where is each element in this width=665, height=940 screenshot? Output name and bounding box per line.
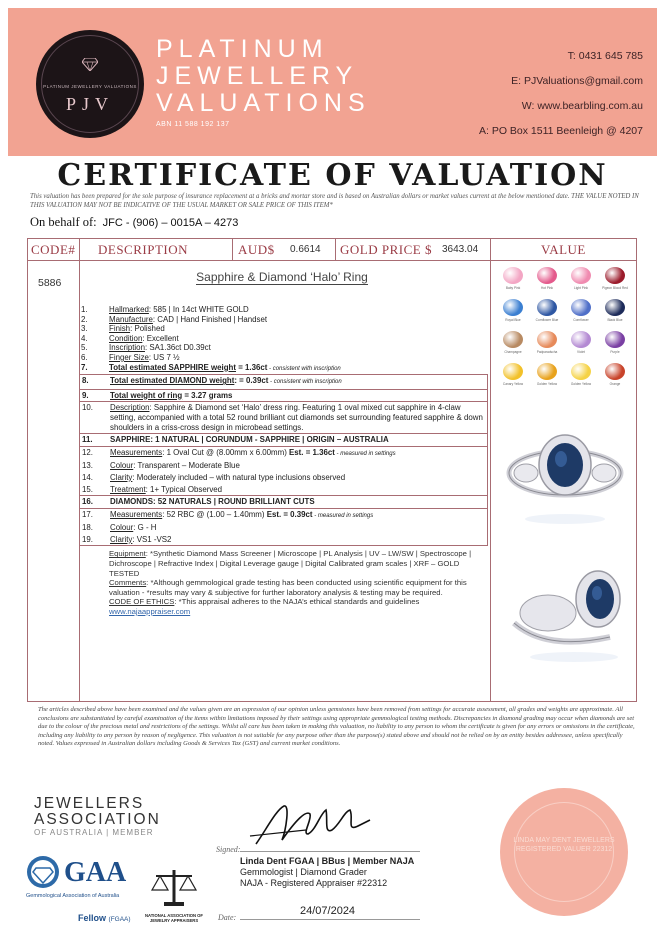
item-key: Inscription (109, 343, 145, 353)
gem-swatch-label: Baby Pink (505, 286, 521, 290)
certificate-title: CERTIFICATE OF VALUATION (57, 158, 608, 193)
item-number: 12. (82, 447, 93, 457)
item-value: = 1.36ct (236, 362, 268, 372)
equipment-text (81, 549, 488, 578)
header-description: DESCRIPTION (98, 242, 189, 257)
item-key: SAPPHIRE: 1 NATURAL | CORUNDUM - SAPPHIRE | ORIGIN – AUSTRALIA (110, 435, 389, 445)
item-estimate: Est. = 1.36ct (289, 447, 335, 457)
ja-subtitle: OF AUSTRALIA | MEMBER (34, 828, 154, 837)
brand-line: JEWELLERY (156, 62, 359, 90)
item-number: 1. (81, 305, 88, 314)
gem-swatch (503, 299, 523, 316)
item-value: : Polished (130, 324, 165, 334)
gem-swatch (605, 363, 625, 380)
gem-swatch (503, 363, 523, 380)
list-item (81, 334, 488, 344)
gem-swatch-label: Purple (610, 350, 620, 354)
fellow-subtitle: (FGAA) (108, 916, 131, 923)
list-item (81, 363, 488, 375)
item-value: : US 7 ½ (148, 352, 180, 362)
gem-swatch-label: Cornflower (573, 318, 589, 322)
header-code: CODE# (31, 242, 76, 257)
gem-swatch (503, 331, 523, 348)
signer-line: NAJA - Registered Appraiser #22312 (240, 878, 388, 888)
signature-line (240, 851, 420, 852)
item-key: Colour (110, 461, 134, 471)
list-item (79, 374, 488, 390)
item-note: - consistent with inscription (268, 379, 342, 386)
ring-title-text: Sapphire & Diamond ‘Halo’ Ring (196, 270, 368, 284)
list-item (79, 472, 488, 484)
ethics-value: : *This appraisal adheres to the NAJA’s ethical standards and guidelines (174, 597, 420, 607)
naja-link-row (81, 607, 488, 617)
gem-swatch (537, 267, 557, 284)
gem-swatch-label: Black Blue (607, 318, 623, 322)
signer-details (240, 856, 414, 889)
brand-name (156, 36, 371, 117)
abn-number: ABN 11 588 192 137 (156, 121, 230, 128)
header-banner (8, 8, 657, 156)
scales-icon (150, 866, 198, 908)
item-value: : Sapphire & Diamond set ‘Halo’ dress ring. Featuring 1 oval mixed cut sapphire in 4-claw setting, accompanied with a total 52 round brilliant cut diamonds set surrounding featured sapphire & down shoulders in a criss-cross design in microbead settings. (110, 403, 483, 432)
signed-label: Signed: (216, 845, 241, 854)
list-item (79, 534, 488, 547)
gem-swatch-label: Canary Yellow (502, 382, 524, 386)
date-line (240, 919, 420, 920)
ring-photo-side (506, 561, 628, 666)
ring-title (108, 270, 456, 284)
pjv-logo (36, 30, 144, 138)
signature-image (246, 800, 376, 850)
comments-text (81, 578, 488, 597)
item-list (81, 305, 488, 617)
item-value: : Excellent (142, 333, 179, 343)
item-estimate: Est. = 0.39ct (266, 509, 313, 519)
list-item (81, 353, 488, 363)
item-key: Measurements (110, 447, 163, 457)
gem-swatch-label: Cornflower Blue (535, 318, 559, 322)
gem-swatch (605, 331, 625, 348)
item-value: : SA1.36ct D0.39ct (144, 343, 211, 353)
item-number: 18. (82, 523, 93, 533)
ja-line: JEWELLERS (34, 795, 145, 812)
gem-swatch (537, 363, 557, 380)
item-value: : 585 | In 14ct WHITE GOLD (148, 305, 249, 314)
list-item (81, 305, 488, 315)
gem-swatch-label: Champagne (504, 350, 522, 354)
header-gold-value: 3643.04 (442, 244, 479, 255)
ethics-text (81, 597, 488, 607)
fellow-text: Fellow (78, 913, 107, 923)
date-value: 24/07/2024 (300, 905, 356, 917)
item-number: 10. (82, 403, 93, 413)
naja-logo (144, 866, 206, 923)
on-behalf-of (30, 215, 238, 230)
item-value: : Transparent – Moderate Blue (133, 461, 240, 471)
behalf-label: On behalf of: (30, 215, 97, 229)
item-key: Finish (109, 324, 131, 334)
item-key: Measurements (110, 509, 163, 519)
naja-text: NATIONAL ASSOCIATION OF JEWELRY APPRAISERS (144, 913, 203, 923)
gem-swatch (503, 267, 523, 284)
item-number: 15. (82, 484, 93, 494)
item-note: - consistent with inscription (267, 365, 341, 372)
list-item (79, 390, 488, 403)
item-key: Hallmarked (109, 305, 149, 314)
item-number: 4. (81, 333, 88, 343)
gem-swatch-label: Light Pink (574, 286, 588, 290)
contact-email[interactable]: E: PJValuations@gmail.com (511, 75, 643, 87)
behalf-value: JFC - (906) – 0015A – 4273 (102, 217, 239, 229)
date-label: Date: (218, 913, 237, 922)
valuation-table (27, 238, 637, 702)
gem-swatch (537, 331, 557, 348)
item-value: : Moderately included – with natural type inclusions observed (132, 472, 346, 482)
comments-value: : *Although gemmological grade testing has been conducted using scientific equipment for this valuation - *results may vary & subjective for further laboratory analysis & testing may be required. (109, 578, 467, 597)
fellow-label (78, 913, 131, 923)
contact-website[interactable]: W: www.bearbling.com.au (521, 100, 643, 112)
item-number: 17. (82, 509, 93, 519)
header-gold-label: GOLD PRICE $ (340, 242, 432, 257)
gem-swatch (571, 267, 591, 284)
item-value: : VS1 -VS2 (132, 534, 172, 544)
valuer-seal (500, 788, 628, 916)
item-number: 5. (81, 343, 88, 353)
brand-line: VALUATIONS (156, 89, 371, 117)
logo-monogram: PJV (65, 94, 114, 114)
item-value: = 3.27 grams (182, 390, 233, 400)
list-item (79, 434, 488, 447)
item-number: 14. (82, 472, 93, 482)
item-number: 3. (81, 324, 88, 334)
item-key: Clarity (110, 534, 133, 544)
gaa-text: GAA (64, 857, 127, 888)
list-item (79, 509, 488, 523)
gaa-emblem-icon (26, 855, 60, 889)
item-value: : 52 RBC @ (1.00 – 1.40mm) (162, 509, 267, 519)
contact-block (479, 44, 643, 144)
item-key: Finger Size (109, 352, 149, 362)
seal-text: LINDA MAY DENT JEWELLERS REGISTERED VALUER 22312 (513, 837, 615, 853)
comments-label: Comments (109, 578, 147, 588)
gem-swatch-label: Golden Yellow (536, 382, 558, 386)
item-value: : G - H (133, 523, 157, 533)
list-item (79, 460, 488, 472)
item-number: 6. (81, 352, 88, 362)
brand-line: PLATINUM (156, 35, 329, 63)
gem-swatch-label: Orange (609, 382, 621, 386)
item-number: 19. (82, 534, 93, 544)
item-value: : = 0.39ct (234, 376, 269, 386)
item-note: - measured in settings (334, 450, 396, 457)
item-key: Clarity (110, 472, 133, 482)
contact-address: A: PO Box 1511 Beenleigh @ 4207 (479, 125, 643, 137)
gem-swatch-label: Royal Blue (505, 318, 521, 322)
gem-swatch-label: Violet (577, 350, 585, 354)
list-item (81, 324, 488, 334)
gem-swatch (537, 299, 557, 316)
gem-swatch (605, 299, 625, 316)
item-key: DIAMONDS: 52 NATURALS | ROUND BRILLIANT CUTS (110, 497, 315, 507)
item-key: Treatment (110, 484, 146, 494)
item-key: Total estimated SAPPHIRE weight (109, 362, 237, 372)
naja-link[interactable]: www.najaappraiser.com (109, 607, 191, 617)
intro-text: This valuation has been prepared for the sole purpose of insurance replacement at a bricks and mortar store and is based on Australian dollars or market values current at the below mentioned date. THE VALUE NOTED IN THIS VALUATION MAY NOT BE INDICATIVE OF THE USUAL MARKET OR SALE PRICE OF THIS ITEM* (30, 193, 639, 209)
contact-phone: T: 0431 645 785 (567, 50, 643, 62)
gem-swatch-label: Golden Yellow (570, 382, 592, 386)
item-key: Total estimated DIAMOND weight (110, 376, 235, 386)
signer-line: Gemmologist | Diamond Grader (240, 867, 367, 877)
gem-swatch-label: Hot Pink (540, 286, 554, 290)
diamond-icon (82, 58, 98, 71)
item-key: Total weight of ring (110, 390, 183, 400)
list-item (79, 402, 488, 434)
gem-swatch (571, 363, 591, 380)
ja-logo-text (34, 796, 161, 828)
item-number: 9. (82, 390, 89, 400)
gem-swatch (571, 331, 591, 348)
signer-line: Linda Dent FGAA | BBus | Member NAJA (240, 856, 415, 866)
item-key: Description (110, 403, 150, 413)
equipment-label: Equipment (109, 549, 146, 559)
equipment-value: : *Synthetic Diamond Mass Screener | Microscope | PL Analysis | UV – LW/SW | Spectroscope | Dichroscope | Refractive Index | Digital Leverage gauge | Digital Calibrated gram scales | XRF – GOLD TESTED (109, 549, 472, 578)
item-key: Colour (110, 523, 134, 533)
item-key: Condition (109, 333, 143, 343)
item-value: : 1 Oval Cut @ (8.00mm x 6.00mm) (162, 447, 290, 457)
list-item (79, 447, 488, 461)
list-item (81, 343, 488, 353)
list-item (81, 315, 488, 325)
item-number: 8. (82, 376, 89, 386)
disclaimer-text: The articles described above have been examined and the values given are an expression of our opinion unless gemstones have been removed from settings for accurate assessment, all grades and weights are approximate. All conclusions are substantiated by careful examination of the items within limitations imposed by their settings using appropriate gemmological testing methods. Discrepancies in diamond grading may occur when diamonds are set due to the colour of the precious metal and restrictions of the settings. Whilst all care has been taken in making this valuation, no liability to any person to whom the certificate is given for any errors or omissions in the certificate, including any liability to any person by reason of negligence. This valuation is not suitable for any purpose other than the purpose(s) stated above and should not be relied on by an entity besides addressee, unless specifically noted. Values expressed in Australian dollars including Goods & Services Tax (GST) and current market conditions. (38, 706, 635, 748)
gem-swatch (605, 267, 625, 284)
item-value: : 1+ Typical Observed (145, 484, 223, 494)
item-number: 13. (82, 461, 93, 471)
ja-line: ASSOCIATION (34, 811, 161, 828)
gem-swatch-label: Pigeon Blood Red (602, 286, 628, 290)
gem-swatch-label: Padparadscha (536, 350, 558, 354)
item-note: - measured in settings (312, 512, 374, 519)
item-value: : CAD | Hand Finished | Handset (152, 314, 268, 324)
list-item (79, 522, 488, 534)
gaa-subtitle: Gemmological Association of Australia (26, 893, 120, 899)
item-number: 16. (82, 497, 93, 507)
ethics-label: CODE OF ETHICS (109, 597, 175, 607)
gem-swatch-grid (496, 267, 634, 397)
header-value: VALUE (541, 242, 586, 257)
list-item (79, 496, 488, 509)
item-number: 11. (82, 435, 93, 445)
header-aud-value: 0.6614 (290, 244, 321, 255)
list-item (79, 484, 488, 497)
header-aud-label: AUD$ (238, 242, 275, 257)
item-code: 5886 (38, 277, 62, 289)
item-number: 2. (81, 314, 88, 324)
item-number: 7. (81, 362, 88, 372)
gem-swatch (571, 299, 591, 316)
ring-photo-top (506, 427, 624, 527)
logo-circle-text: PLATINUM JEWELLERY VALUATIONS (43, 84, 137, 89)
item-key: Manufacture (109, 314, 153, 324)
